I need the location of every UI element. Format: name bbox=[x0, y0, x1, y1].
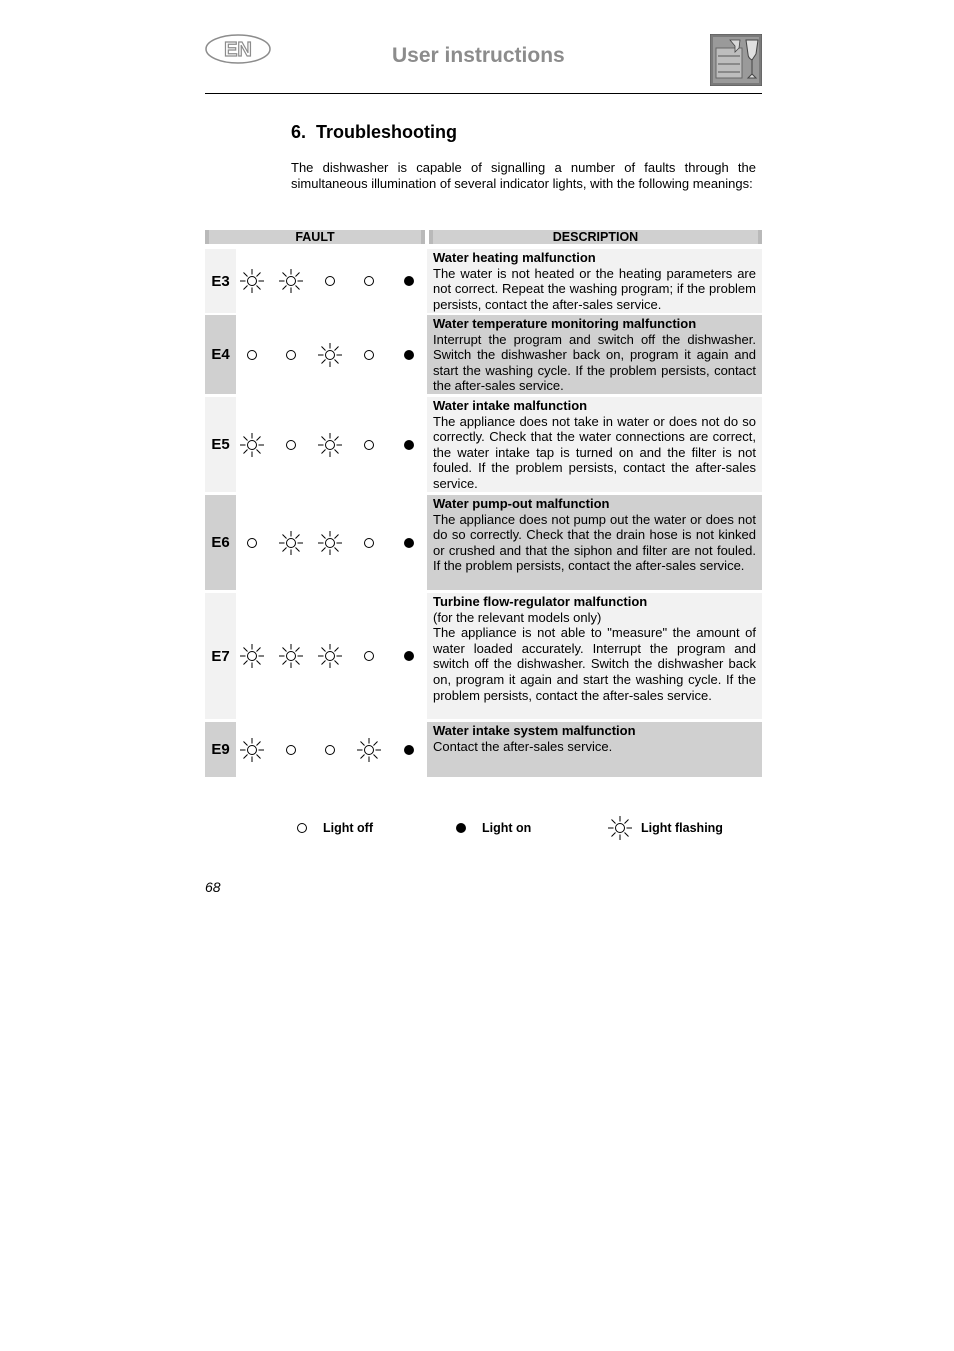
fault-text: The water is not heated or the heating parameters are not correct. Repeat the washing program; if the problem persists, contact the after-sales service. bbox=[433, 265, 756, 312]
legend-light-on bbox=[448, 818, 531, 838]
light-flashing-icon bbox=[317, 530, 343, 556]
fault-code: E4 bbox=[205, 315, 236, 394]
fault-indicator-lights bbox=[238, 397, 422, 492]
fault-code: E9 bbox=[205, 722, 236, 777]
light-flashing-icon bbox=[607, 815, 633, 841]
legend-light-flashing-label: Light flashing bbox=[641, 821, 723, 835]
fault-title: Water heating malfunction bbox=[433, 250, 596, 265]
light-off-icon bbox=[239, 342, 265, 368]
legend-light-off bbox=[289, 818, 373, 838]
fault-indicator-lights bbox=[238, 593, 422, 719]
intro-paragraph: The dishwasher is capable of signalling a number of faults through the simultaneous illumination of several indicator lights, with the following meanings: bbox=[291, 160, 756, 191]
light-off-icon bbox=[239, 530, 265, 556]
fault-code: E3 bbox=[205, 249, 236, 313]
light-off-icon bbox=[356, 643, 382, 669]
light-flashing-icon bbox=[239, 432, 265, 458]
light-flashing-icon bbox=[317, 342, 343, 368]
light-off-icon bbox=[317, 737, 343, 763]
fault-code: E6 bbox=[205, 495, 236, 590]
legend-light-flashing bbox=[607, 818, 723, 838]
fault-description bbox=[427, 593, 762, 719]
light-off-icon bbox=[356, 268, 382, 294]
fault-note: (for the relevant models only) bbox=[433, 609, 602, 625]
light-flashing-icon bbox=[317, 643, 343, 669]
fault-description bbox=[427, 315, 762, 394]
page-number: 68 bbox=[205, 879, 221, 895]
light-flashing-icon bbox=[239, 643, 265, 669]
legend-light-off-label: Light off bbox=[323, 821, 373, 835]
light-off-icon bbox=[317, 268, 343, 294]
fault-title: Water intake system malfunction bbox=[433, 723, 636, 738]
light-on-icon bbox=[396, 432, 422, 458]
fault-column-header: FAULT bbox=[205, 230, 425, 244]
fault-text: Contact the after-sales service. bbox=[433, 738, 613, 754]
language-code: EN bbox=[224, 39, 252, 61]
description-column-header: DESCRIPTION bbox=[429, 230, 762, 244]
fault-indicator-lights bbox=[238, 495, 422, 590]
light-on-icon bbox=[396, 342, 422, 368]
light-flashing-icon bbox=[278, 530, 304, 556]
light-flashing-icon bbox=[239, 737, 265, 763]
fault-description bbox=[427, 495, 762, 590]
fault-code: E7 bbox=[205, 593, 236, 719]
fault-title: Turbine flow-regulator malfunction bbox=[433, 594, 648, 609]
light-flashing-icon bbox=[317, 432, 343, 458]
light-off-icon bbox=[278, 432, 304, 458]
fault-indicator-lights bbox=[238, 315, 422, 394]
light-on-icon bbox=[448, 815, 474, 841]
light-off-icon bbox=[289, 815, 315, 841]
light-off-icon bbox=[356, 432, 382, 458]
light-on-icon bbox=[396, 643, 422, 669]
fault-description bbox=[427, 397, 762, 492]
fault-text: The appliance does not pump out the water or does not do so correctly. Check that the drain hose is not kinked or crushed and that the siphon and filter are not fouled. If the problem persists, contact the after-sales service. bbox=[433, 511, 756, 574]
legend-light-on-label: Light on bbox=[482, 821, 532, 835]
section-heading: Troubleshooting bbox=[316, 122, 458, 142]
light-on-icon bbox=[396, 737, 422, 763]
fault-indicator-lights bbox=[238, 722, 422, 777]
light-flashing-icon bbox=[239, 268, 265, 294]
fault-description bbox=[427, 249, 762, 313]
fault-text: Interrupt the program and switch off the dishwasher. Switch the dishwasher back on, program it again and start the washing cycle. If the problem persists, contact the after-sales service. bbox=[433, 331, 756, 394]
section-number: 6. bbox=[291, 122, 307, 142]
fault-title: Water temperature monitoring malfunction bbox=[433, 316, 697, 331]
language-badge bbox=[205, 34, 271, 64]
light-on-icon bbox=[396, 530, 422, 556]
light-off-icon bbox=[356, 530, 382, 556]
light-off-icon bbox=[278, 342, 304, 368]
header-divider bbox=[205, 93, 762, 94]
fault-code: E5 bbox=[205, 397, 236, 492]
light-on-icon bbox=[396, 268, 422, 294]
light-off-icon bbox=[278, 737, 304, 763]
light-flashing-icon bbox=[356, 737, 382, 763]
fault-indicator-lights bbox=[238, 249, 422, 313]
light-off-icon bbox=[356, 342, 382, 368]
section-title bbox=[291, 122, 457, 143]
fault-text: The appliance is not able to "measure" the amount of water loaded accurately. Interrupt the program and switch off the dishwasher. Switch the dishwasher back on, program it again and start the washing cycle. If the problem persists, contact the after-sales service. bbox=[433, 625, 756, 703]
light-flashing-icon bbox=[278, 643, 304, 669]
light-flashing-icon bbox=[278, 268, 304, 294]
fault-title: Water intake malfunction bbox=[433, 398, 588, 413]
fault-text: The appliance does not take in water or does not do so correctly. Check that the water connections are correct, the water intake tap is turned on and the filter is not fouled. If the problem persists, contact the after-sales service. bbox=[433, 413, 756, 491]
fault-title: Water pump-out malfunction bbox=[433, 496, 610, 511]
header-title: User instructions bbox=[392, 44, 565, 67]
dishwasher-glass-icon bbox=[710, 34, 762, 86]
fault-description bbox=[427, 722, 762, 777]
